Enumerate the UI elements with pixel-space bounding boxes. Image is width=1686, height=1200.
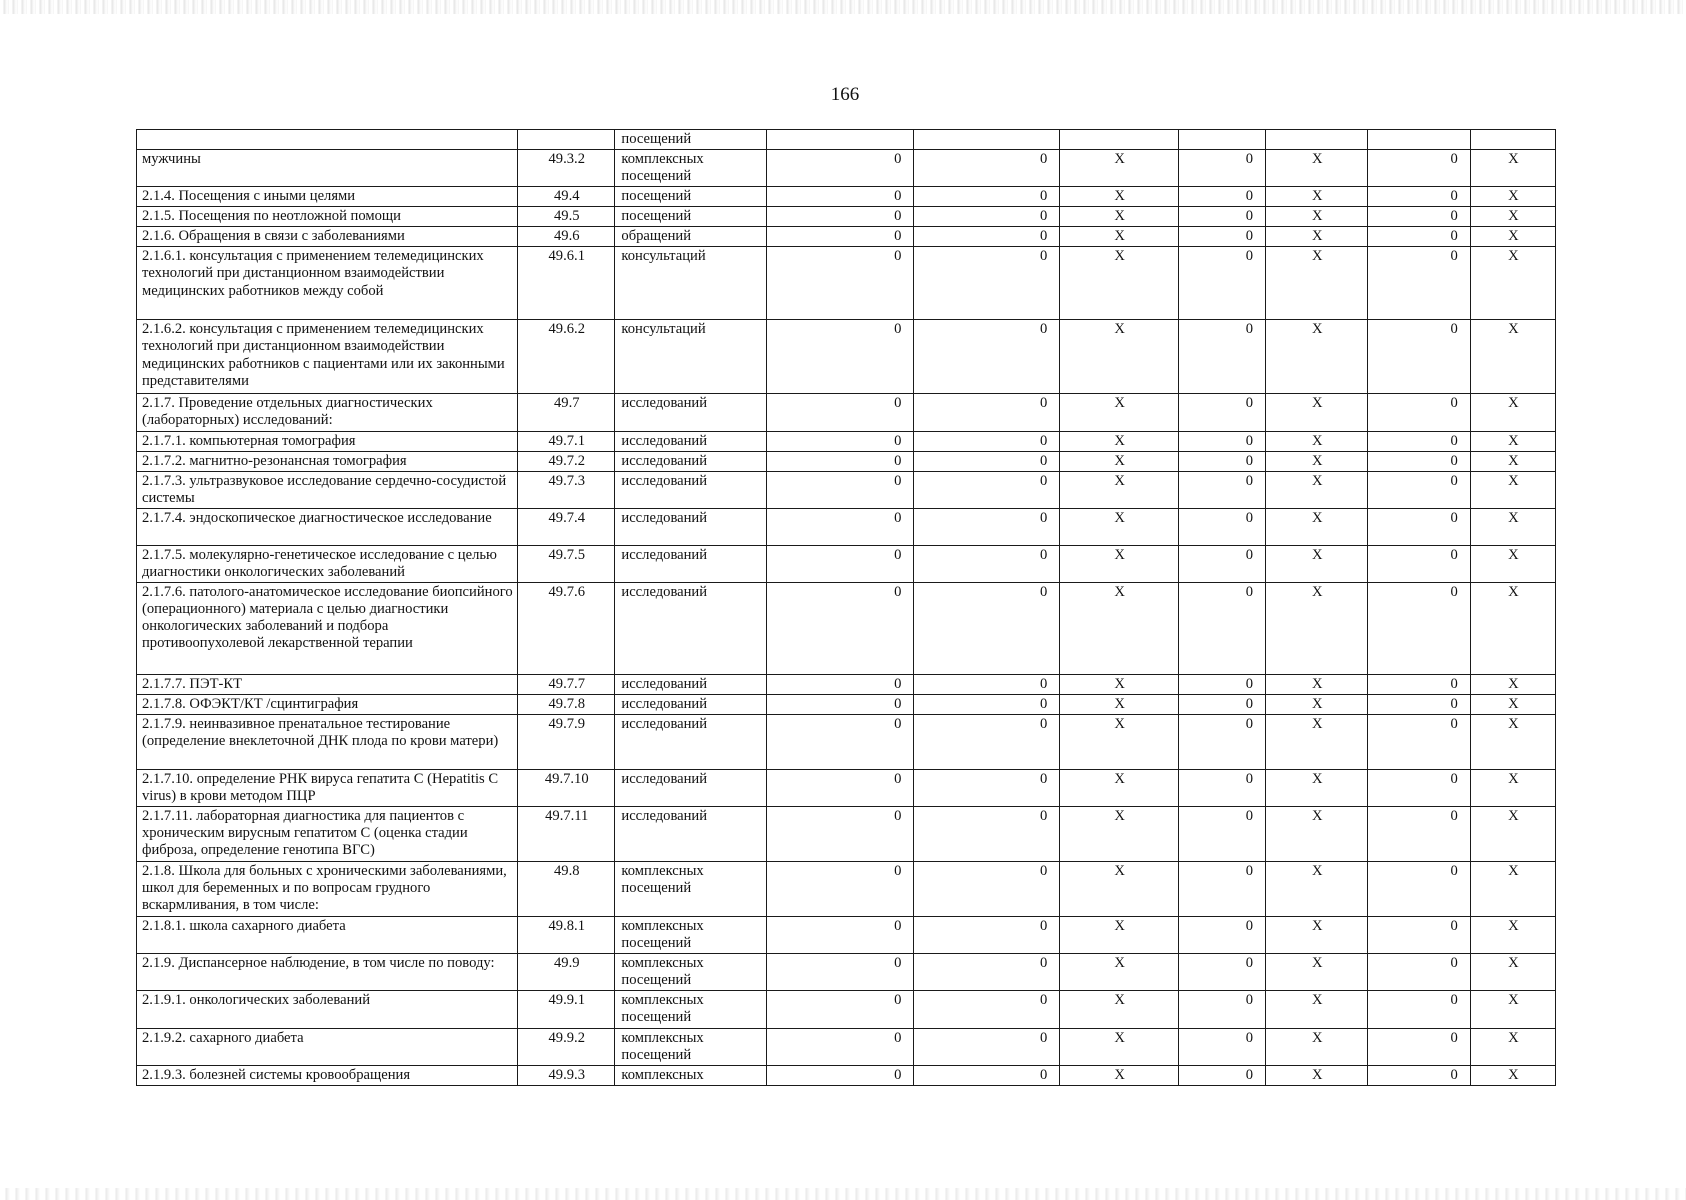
table-row bbox=[137, 247, 1556, 320]
x-cell: X bbox=[1060, 1028, 1179, 1065]
table-row bbox=[137, 545, 1556, 582]
value-cell: 0 bbox=[1178, 451, 1265, 471]
x-cell: X bbox=[1470, 431, 1555, 451]
row-code-cell: 49.4 bbox=[518, 187, 615, 207]
value-cell: 0 bbox=[1368, 954, 1470, 991]
table-row bbox=[137, 508, 1556, 545]
row-name-cell bbox=[137, 130, 518, 150]
x-cell: X bbox=[1060, 394, 1179, 431]
row-unit-cell: исследований bbox=[615, 471, 767, 508]
row-unit-cell: исследований bbox=[615, 431, 767, 451]
row-code-cell: 49.9 bbox=[518, 954, 615, 991]
page-number: 166 bbox=[830, 84, 860, 105]
row-unit-cell: исследований bbox=[615, 451, 767, 471]
value-cell: 0 bbox=[1178, 227, 1265, 247]
value-cell: 0 bbox=[1178, 545, 1265, 582]
value-cell bbox=[1178, 130, 1265, 150]
x-cell: X bbox=[1470, 471, 1555, 508]
value-cell: 0 bbox=[1178, 954, 1265, 991]
row-code-cell: 49.7.2 bbox=[518, 451, 615, 471]
value-cell: 0 bbox=[1368, 862, 1470, 917]
x-cell: X bbox=[1470, 508, 1555, 545]
value-cell: 0 bbox=[767, 150, 914, 187]
x-cell: X bbox=[1266, 1028, 1368, 1065]
x-cell: X bbox=[1060, 917, 1179, 954]
row-code-cell bbox=[518, 130, 615, 150]
value-cell: 0 bbox=[767, 227, 914, 247]
x-cell: X bbox=[1470, 991, 1555, 1028]
value-cell: 0 bbox=[1178, 582, 1265, 674]
value-cell: 0 bbox=[914, 545, 1060, 582]
value-cell: 0 bbox=[767, 807, 914, 862]
x-cell: X bbox=[1470, 227, 1555, 247]
x-cell: X bbox=[1060, 471, 1179, 508]
row-name-cell: 2.1.7.7. ПЭТ-КТ bbox=[137, 674, 518, 694]
row-unit-cell: комплексных посещений bbox=[615, 862, 767, 917]
value-cell: 0 bbox=[1368, 394, 1470, 431]
value-cell: 0 bbox=[914, 917, 1060, 954]
x-cell: X bbox=[1060, 247, 1179, 320]
row-unit-cell: исследований bbox=[615, 582, 767, 674]
value-cell: 0 bbox=[1178, 150, 1265, 187]
value-cell: 0 bbox=[914, 770, 1060, 807]
x-cell: X bbox=[1060, 508, 1179, 545]
value-cell: 0 bbox=[767, 431, 914, 451]
row-unit-cell: исследований bbox=[615, 770, 767, 807]
value-cell: 0 bbox=[1368, 150, 1470, 187]
x-cell: X bbox=[1266, 954, 1368, 991]
value-cell: 0 bbox=[1368, 545, 1470, 582]
table-row bbox=[137, 394, 1556, 431]
x-cell: X bbox=[1060, 451, 1179, 471]
value-cell bbox=[1368, 130, 1470, 150]
x-cell: X bbox=[1470, 247, 1555, 320]
row-name-cell: 2.1.7.2. магнитно-резонансная томография bbox=[137, 451, 518, 471]
x-cell: X bbox=[1060, 715, 1179, 770]
row-name-cell: 2.1.8.1. школа сахарного диабета bbox=[137, 917, 518, 954]
row-name-cell: 2.1.7. Проведение отдельных диагностических (лабораторных) исследований: bbox=[137, 394, 518, 431]
table-row bbox=[137, 694, 1556, 714]
row-unit-cell: комплексных посещений bbox=[615, 991, 767, 1028]
value-cell: 0 bbox=[1178, 991, 1265, 1028]
value-cell: 0 bbox=[914, 582, 1060, 674]
value-cell: 0 bbox=[1368, 471, 1470, 508]
value-cell: 0 bbox=[914, 150, 1060, 187]
value-cell: 0 bbox=[1178, 862, 1265, 917]
x-cell: X bbox=[1470, 674, 1555, 694]
x-cell: X bbox=[1470, 694, 1555, 714]
row-name-cell: 2.1.7.9. неинвазивное пренатальное тестирование (определение внеклеточной ДНК плода по крови матери) bbox=[137, 715, 518, 770]
row-unit-cell: комплексных посещений bbox=[615, 1028, 767, 1065]
value-cell: 0 bbox=[914, 694, 1060, 714]
value-cell: 0 bbox=[767, 320, 914, 394]
x-cell: X bbox=[1060, 431, 1179, 451]
x-cell: X bbox=[1266, 431, 1368, 451]
row-code-cell: 49.7.3 bbox=[518, 471, 615, 508]
x-cell: X bbox=[1470, 582, 1555, 674]
value-cell bbox=[914, 130, 1060, 150]
x-cell: X bbox=[1470, 715, 1555, 770]
table-row bbox=[137, 954, 1556, 991]
x-cell: X bbox=[1470, 954, 1555, 991]
value-cell: 0 bbox=[914, 991, 1060, 1028]
value-cell bbox=[767, 130, 914, 150]
row-name-cell: 2.1.7.11. лабораторная диагностика для пациентов с хроническим вирусным гепатитом С (оценка стадии фиброза, определение генотипа ВГС) bbox=[137, 807, 518, 862]
value-cell: 0 bbox=[914, 1065, 1060, 1085]
row-unit-cell: исследований bbox=[615, 694, 767, 714]
value-cell: 0 bbox=[1178, 694, 1265, 714]
row-unit-cell: комплексных посещений bbox=[615, 150, 767, 187]
value-cell: 0 bbox=[1368, 431, 1470, 451]
value-cell: 0 bbox=[1368, 770, 1470, 807]
row-name-cell: 2.1.7.5. молекулярно-генетическое исследование с целью диагностики онкологических заболеваний bbox=[137, 545, 518, 582]
x-cell: X bbox=[1266, 207, 1368, 227]
row-name-cell: 2.1.9.1. онкологических заболеваний bbox=[137, 991, 518, 1028]
value-cell: 0 bbox=[914, 508, 1060, 545]
value-cell: 0 bbox=[1178, 770, 1265, 807]
row-unit-cell: исследований bbox=[615, 394, 767, 431]
value-cell: 0 bbox=[914, 451, 1060, 471]
value-cell: 0 bbox=[1368, 715, 1470, 770]
x-cell: X bbox=[1266, 917, 1368, 954]
value-cell: 0 bbox=[767, 247, 914, 320]
scan-edge-top bbox=[0, 0, 1686, 14]
value-cell: 0 bbox=[914, 862, 1060, 917]
table-row bbox=[137, 770, 1556, 807]
row-unit-cell: консультаций bbox=[615, 247, 767, 320]
x-cell bbox=[1060, 130, 1179, 150]
x-cell: X bbox=[1266, 187, 1368, 207]
x-cell: X bbox=[1470, 320, 1555, 394]
value-cell: 0 bbox=[1178, 807, 1265, 862]
row-unit-cell: исследований bbox=[615, 508, 767, 545]
value-cell: 0 bbox=[767, 187, 914, 207]
row-unit-cell: исследований bbox=[615, 807, 767, 862]
value-cell: 0 bbox=[767, 917, 914, 954]
value-cell: 0 bbox=[767, 715, 914, 770]
row-code-cell: 49.7.9 bbox=[518, 715, 615, 770]
table-row bbox=[137, 130, 1556, 150]
row-code-cell: 49.7.10 bbox=[518, 770, 615, 807]
x-cell: X bbox=[1470, 862, 1555, 917]
x-cell: X bbox=[1470, 1028, 1555, 1065]
row-unit-cell: исследований bbox=[615, 674, 767, 694]
row-name-cell: 2.1.8. Школа для больных с хроническими заболеваниями, школ для беременных и по вопросам грудного вскармливания, в том числе: bbox=[137, 862, 518, 917]
table-row bbox=[137, 1028, 1556, 1065]
row-unit-cell: комплексных посещений bbox=[615, 954, 767, 991]
x-cell: X bbox=[1060, 674, 1179, 694]
x-cell: X bbox=[1266, 247, 1368, 320]
row-code-cell: 49.7.11 bbox=[518, 807, 615, 862]
x-cell: X bbox=[1266, 150, 1368, 187]
x-cell: X bbox=[1060, 862, 1179, 917]
value-cell: 0 bbox=[767, 582, 914, 674]
row-code-cell: 49.7.8 bbox=[518, 694, 615, 714]
value-cell: 0 bbox=[1178, 247, 1265, 320]
value-cell: 0 bbox=[1178, 471, 1265, 508]
x-cell: X bbox=[1266, 451, 1368, 471]
row-name-cell: 2.1.7.6. патолого-анатомическое исследование биопсийного (операционного) материала с целью диагностики онкологических заболеваний и подбора противоопухолевой лекарственной терапии bbox=[137, 582, 518, 674]
x-cell: X bbox=[1060, 207, 1179, 227]
value-cell: 0 bbox=[914, 187, 1060, 207]
x-cell: X bbox=[1266, 862, 1368, 917]
x-cell: X bbox=[1266, 991, 1368, 1028]
value-cell: 0 bbox=[1368, 582, 1470, 674]
x-cell: X bbox=[1266, 471, 1368, 508]
row-name-cell: мужчины bbox=[137, 150, 518, 187]
table-row bbox=[137, 471, 1556, 508]
x-cell: X bbox=[1060, 187, 1179, 207]
value-cell: 0 bbox=[1178, 207, 1265, 227]
table-row bbox=[137, 715, 1556, 770]
row-unit-cell: консультаций bbox=[615, 320, 767, 394]
x-cell bbox=[1266, 130, 1368, 150]
value-cell: 0 bbox=[914, 471, 1060, 508]
row-name-cell: 2.1.6. Обращения в связи с заболеваниями bbox=[137, 227, 518, 247]
value-cell: 0 bbox=[1178, 917, 1265, 954]
table-row bbox=[137, 207, 1556, 227]
row-unit-cell: посещений bbox=[615, 130, 767, 150]
value-cell: 0 bbox=[767, 394, 914, 431]
x-cell: X bbox=[1266, 674, 1368, 694]
value-cell: 0 bbox=[1368, 1065, 1470, 1085]
x-cell: X bbox=[1266, 770, 1368, 807]
row-unit-cell: посещений bbox=[615, 187, 767, 207]
row-name-cell: 2.1.7.1. компьютерная томография bbox=[137, 431, 518, 451]
row-name-cell: 2.1.9.3. болезней системы кровообращения bbox=[137, 1065, 518, 1085]
row-code-cell: 49.7.1 bbox=[518, 431, 615, 451]
row-name-cell: 2.1.7.3. ультразвуковое исследование сердечно-сосудистой системы bbox=[137, 471, 518, 508]
x-cell: X bbox=[1266, 545, 1368, 582]
value-cell: 0 bbox=[767, 674, 914, 694]
value-cell: 0 bbox=[1178, 187, 1265, 207]
x-cell: X bbox=[1470, 150, 1555, 187]
value-cell: 0 bbox=[1178, 1028, 1265, 1065]
value-cell: 0 bbox=[1368, 207, 1470, 227]
value-cell: 0 bbox=[1178, 674, 1265, 694]
value-cell: 0 bbox=[767, 451, 914, 471]
row-code-cell: 49.6 bbox=[518, 227, 615, 247]
value-cell: 0 bbox=[1368, 694, 1470, 714]
x-cell: X bbox=[1060, 320, 1179, 394]
value-cell: 0 bbox=[1178, 715, 1265, 770]
x-cell: X bbox=[1470, 394, 1555, 431]
x-cell: X bbox=[1060, 150, 1179, 187]
value-cell: 0 bbox=[914, 207, 1060, 227]
value-cell: 0 bbox=[1178, 508, 1265, 545]
row-name-cell: 2.1.5. Посещения по неотложной помощи bbox=[137, 207, 518, 227]
value-cell: 0 bbox=[914, 715, 1060, 770]
table-row bbox=[137, 917, 1556, 954]
value-cell: 0 bbox=[914, 674, 1060, 694]
table-row bbox=[137, 991, 1556, 1028]
value-cell: 0 bbox=[1178, 394, 1265, 431]
table-row bbox=[137, 862, 1556, 917]
row-name-cell: 2.1.6.1. консультация с применением телемедицинских технологий при дистанционном взаимодействии медицинских работников между собой bbox=[137, 247, 518, 320]
x-cell: X bbox=[1470, 451, 1555, 471]
value-cell: 0 bbox=[767, 694, 914, 714]
row-code-cell: 49.9.2 bbox=[518, 1028, 615, 1065]
x-cell: X bbox=[1470, 1065, 1555, 1085]
row-code-cell: 49.6.2 bbox=[518, 320, 615, 394]
value-cell: 0 bbox=[1178, 320, 1265, 394]
row-name-cell: 2.1.9. Диспансерное наблюдение, в том числе по поводу: bbox=[137, 954, 518, 991]
table-row bbox=[137, 674, 1556, 694]
row-code-cell: 49.7.7 bbox=[518, 674, 615, 694]
row-code-cell: 49.7.4 bbox=[518, 508, 615, 545]
x-cell: X bbox=[1266, 394, 1368, 431]
x-cell: X bbox=[1266, 227, 1368, 247]
value-cell: 0 bbox=[1368, 320, 1470, 394]
value-cell: 0 bbox=[767, 508, 914, 545]
row-name-cell: 2.1.7.10. определение РНК вируса гепатита С (Hepatitis C virus) в крови методом ПЦР bbox=[137, 770, 518, 807]
value-cell: 0 bbox=[914, 320, 1060, 394]
value-cell: 0 bbox=[1368, 991, 1470, 1028]
x-cell: X bbox=[1470, 545, 1555, 582]
x-cell: X bbox=[1060, 770, 1179, 807]
x-cell: X bbox=[1470, 187, 1555, 207]
x-cell: X bbox=[1060, 807, 1179, 862]
x-cell: X bbox=[1266, 508, 1368, 545]
value-cell: 0 bbox=[914, 227, 1060, 247]
x-cell: X bbox=[1060, 991, 1179, 1028]
table-row bbox=[137, 227, 1556, 247]
value-cell: 0 bbox=[914, 394, 1060, 431]
x-cell: X bbox=[1266, 320, 1368, 394]
value-cell: 0 bbox=[767, 545, 914, 582]
scan-edge-bottom bbox=[0, 1188, 1686, 1200]
row-unit-cell: комплексных посещений bbox=[615, 917, 767, 954]
value-cell: 0 bbox=[914, 807, 1060, 862]
row-code-cell: 49.8.1 bbox=[518, 917, 615, 954]
row-code-cell: 49.3.2 bbox=[518, 150, 615, 187]
x-cell: X bbox=[1470, 807, 1555, 862]
value-cell: 0 bbox=[767, 1065, 914, 1085]
table-row bbox=[137, 320, 1556, 394]
x-cell: X bbox=[1470, 207, 1555, 227]
value-cell: 0 bbox=[767, 471, 914, 508]
row-name-cell: 2.1.4. Посещения с иными целями bbox=[137, 187, 518, 207]
value-cell: 0 bbox=[914, 431, 1060, 451]
value-cell: 0 bbox=[767, 1028, 914, 1065]
x-cell: X bbox=[1060, 954, 1179, 991]
table-row bbox=[137, 431, 1556, 451]
table-row bbox=[137, 150, 1556, 187]
x-cell: X bbox=[1266, 1065, 1368, 1085]
value-cell: 0 bbox=[767, 954, 914, 991]
value-cell: 0 bbox=[1368, 187, 1470, 207]
row-unit-cell: исследований bbox=[615, 715, 767, 770]
value-cell: 0 bbox=[1368, 1028, 1470, 1065]
row-code-cell: 49.9.3 bbox=[518, 1065, 615, 1085]
row-code-cell: 49.7 bbox=[518, 394, 615, 431]
value-cell: 0 bbox=[767, 770, 914, 807]
x-cell: X bbox=[1060, 1065, 1179, 1085]
x-cell: X bbox=[1266, 694, 1368, 714]
value-cell: 0 bbox=[1368, 227, 1470, 247]
value-cell: 0 bbox=[1368, 508, 1470, 545]
x-cell: X bbox=[1060, 582, 1179, 674]
row-code-cell: 49.7.5 bbox=[518, 545, 615, 582]
x-cell: X bbox=[1266, 715, 1368, 770]
row-name-cell: 2.1.6.2. консультация с применением телемедицинских технологий при дистанционном взаимодействии медицинских работников с пациентами или их законными представителями bbox=[137, 320, 518, 394]
row-unit-cell: комплексных bbox=[615, 1065, 767, 1085]
value-cell: 0 bbox=[914, 1028, 1060, 1065]
row-code-cell: 49.8 bbox=[518, 862, 615, 917]
value-cell: 0 bbox=[767, 207, 914, 227]
value-cell: 0 bbox=[1368, 807, 1470, 862]
x-cell bbox=[1470, 130, 1555, 150]
row-code-cell: 49.7.6 bbox=[518, 582, 615, 674]
x-cell: X bbox=[1060, 227, 1179, 247]
row-code-cell: 49.5 bbox=[518, 207, 615, 227]
row-name-cell: 2.1.9.2. сахарного диабета bbox=[137, 1028, 518, 1065]
x-cell: X bbox=[1470, 917, 1555, 954]
row-unit-cell: исследований bbox=[615, 545, 767, 582]
x-cell: X bbox=[1470, 770, 1555, 807]
table-row bbox=[137, 187, 1556, 207]
value-cell: 0 bbox=[1368, 917, 1470, 954]
value-cell: 0 bbox=[767, 862, 914, 917]
row-name-cell: 2.1.7.4. эндоскопическое диагностическое исследование bbox=[137, 508, 518, 545]
x-cell: X bbox=[1060, 545, 1179, 582]
row-code-cell: 49.9.1 bbox=[518, 991, 615, 1028]
value-cell: 0 bbox=[1368, 451, 1470, 471]
value-cell: 0 bbox=[1178, 1065, 1265, 1085]
row-name-cell: 2.1.7.8. ОФЭКТ/КТ /сцинтиграфия bbox=[137, 694, 518, 714]
table-row bbox=[137, 451, 1556, 471]
data-table bbox=[136, 129, 1556, 1086]
x-cell: X bbox=[1060, 694, 1179, 714]
row-unit-cell: посещений bbox=[615, 207, 767, 227]
value-cell: 0 bbox=[767, 991, 914, 1028]
value-cell: 0 bbox=[914, 247, 1060, 320]
value-cell: 0 bbox=[1368, 247, 1470, 320]
x-cell: X bbox=[1266, 807, 1368, 862]
table-row bbox=[137, 582, 1556, 674]
row-unit-cell: обращений bbox=[615, 227, 767, 247]
value-cell: 0 bbox=[1178, 431, 1265, 451]
table-row bbox=[137, 807, 1556, 862]
x-cell: X bbox=[1266, 582, 1368, 674]
value-cell: 0 bbox=[914, 954, 1060, 991]
table-row bbox=[137, 1065, 1556, 1085]
value-cell: 0 bbox=[1368, 674, 1470, 694]
row-code-cell: 49.6.1 bbox=[518, 247, 615, 320]
